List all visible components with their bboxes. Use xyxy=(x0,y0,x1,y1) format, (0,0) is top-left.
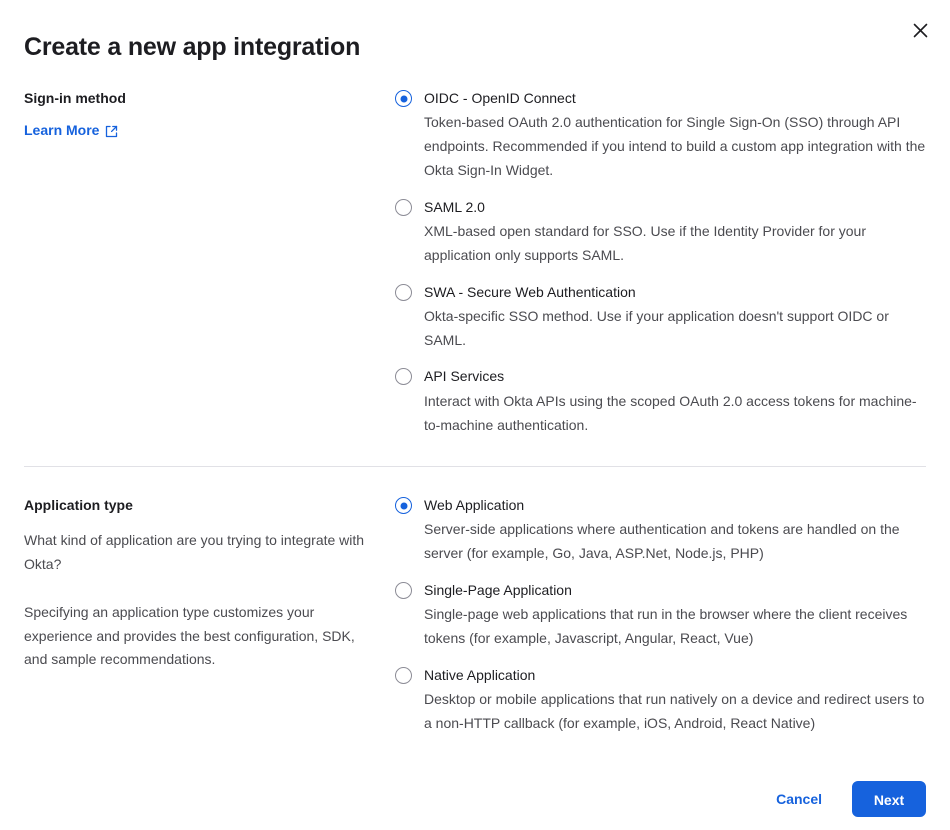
signin-option-oidc[interactable] xyxy=(395,88,926,183)
application-type-paragraph-2: Specifying an application type customizes your experience and provides the best configuration, SDK, and sample recommendations. xyxy=(24,603,355,668)
application-type-options xyxy=(395,495,926,736)
apptype-option-spa-label[interactable]: Single-Page Application xyxy=(424,581,572,598)
radio-api-services[interactable] xyxy=(395,368,412,385)
cancel-button[interactable]: Cancel xyxy=(756,781,842,817)
radio-oidc[interactable] xyxy=(395,90,412,107)
apptype-option-web[interactable] xyxy=(395,495,926,566)
application-type-paragraph-1: What kind of application are you trying to integrate with Okta? xyxy=(24,532,365,573)
external-link-icon xyxy=(105,125,118,138)
application-type-section xyxy=(24,495,926,736)
section-divider xyxy=(24,466,926,467)
signin-option-swa-label[interactable]: SWA - Secure Web Authentication xyxy=(424,283,636,300)
apptype-option-web-description: Server-side applications where authentication and tokens are handled on the server (for example, Go, Java, ASP.Net, Node.js, PHP) xyxy=(424,521,900,562)
apptype-option-spa[interactable] xyxy=(395,580,926,651)
signin-option-saml[interactable] xyxy=(395,197,926,268)
signin-method-section xyxy=(24,88,926,437)
apptype-option-native-label[interactable]: Native Application xyxy=(424,666,536,683)
signin-option-oidc-label[interactable]: OIDC - OpenID Connect xyxy=(424,90,576,106)
signin-option-saml-label[interactable]: SAML 2.0 xyxy=(424,198,485,215)
page-title: Create a new app integration xyxy=(24,33,361,61)
signin-option-api-services-description: Interact with Okta APIs using the scoped OAuth 2.0 access tokens for machine-to-machine authentication. xyxy=(424,392,917,433)
application-type-left-column xyxy=(24,495,395,696)
signin-method-heading: Sign-in method xyxy=(24,90,126,106)
radio-swa[interactable] xyxy=(395,284,412,301)
apptype-option-web-label[interactable]: Web Application xyxy=(424,497,525,513)
apptype-option-native-description: Desktop or mobile applications that run natively on a device and redirect users to a non-HTTP callback (for example, iOS, Android, React Native) xyxy=(424,691,925,731)
close-icon[interactable] xyxy=(906,16,934,44)
apptype-option-native[interactable] xyxy=(395,665,926,736)
next-button[interactable]: Next xyxy=(852,781,926,817)
dialog-footer xyxy=(0,768,950,830)
radio-single-page-application[interactable] xyxy=(395,582,412,599)
application-type-heading: Application type xyxy=(24,497,133,513)
signin-option-oidc-description: Token-based OAuth 2.0 authentication for Single Sign-On (SSO) through API endpoints. Recommended if you intend to build a custom app integration with the Okta Sign-In Widget. xyxy=(424,114,926,178)
signin-option-saml-description: XML-based open standard for SSO. Use if the Identity Provider for your application only supports SAML. xyxy=(424,222,866,263)
signin-method-options xyxy=(395,88,926,437)
signin-method-left-column xyxy=(24,88,395,140)
radio-web-application[interactable] xyxy=(395,497,412,514)
signin-option-swa[interactable] xyxy=(395,282,926,353)
radio-native-application[interactable] xyxy=(395,667,412,684)
signin-option-swa-description: Okta-specific SSO method. Use if your application doesn't support OIDC or SAML. xyxy=(424,307,889,348)
signin-option-api-services-label[interactable]: API Services xyxy=(424,368,505,385)
signin-option-api-services[interactable] xyxy=(395,366,926,437)
learn-more-link[interactable] xyxy=(24,122,118,138)
radio-saml[interactable] xyxy=(395,199,412,216)
apptype-option-spa-description: Single-page web applications that run in the browser where the client receives tokens (for example, Javascript, Angular, React, Vue) xyxy=(424,606,908,646)
learn-more-label: Learn More xyxy=(24,122,100,139)
